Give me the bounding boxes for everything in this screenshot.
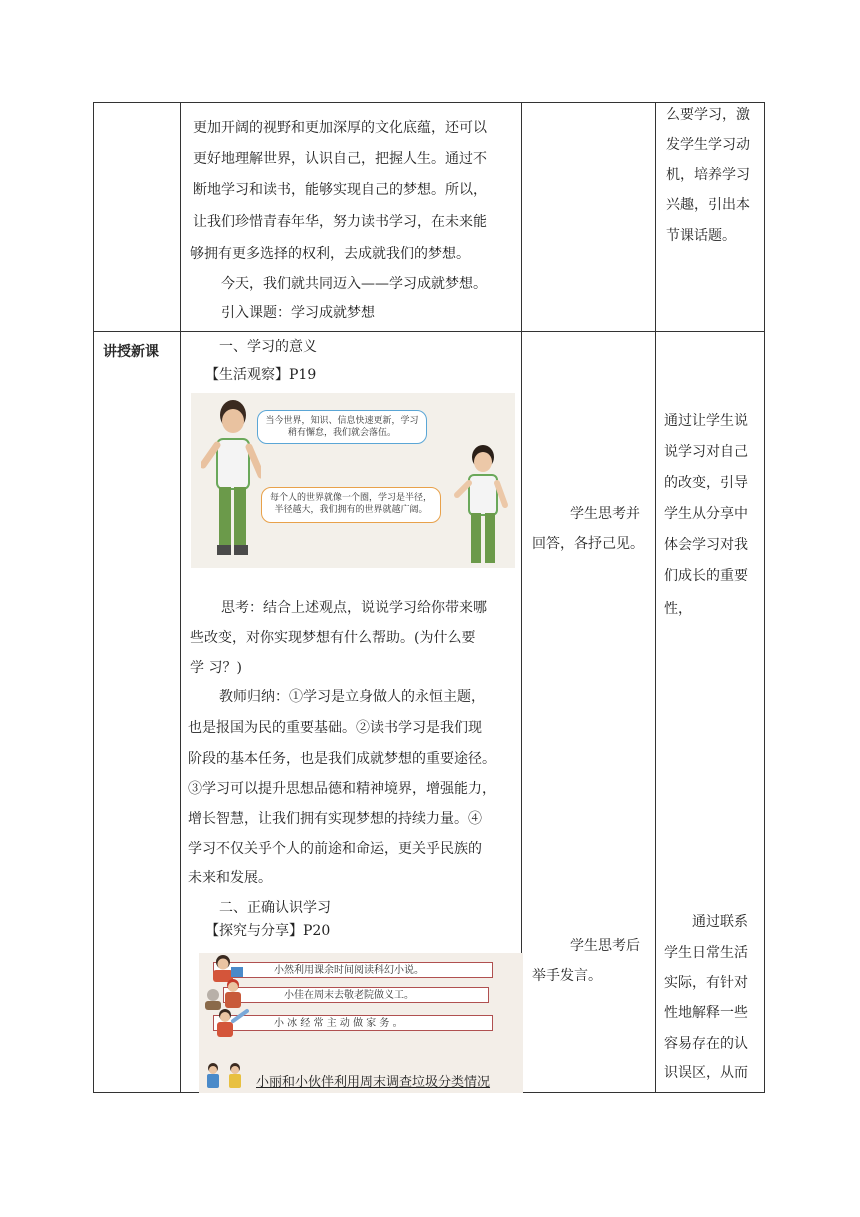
- text-line: 通过联系: [692, 914, 748, 930]
- text-line: 体会学习对我: [664, 537, 748, 553]
- text-line: 容易存在的认: [664, 1036, 748, 1052]
- share-item-last: 小丽和小伙伴利用周末调查垃圾分类情况: [256, 1075, 491, 1090]
- text-line: 增长智慧，让我们拥有实现梦想的持续力量。④: [188, 811, 482, 827]
- share-item: 小佳在周末去敬老院做义工。: [223, 987, 489, 1003]
- text-line: 学生思考后: [570, 938, 640, 954]
- life-observation-illustration: [191, 393, 515, 568]
- share-item: 小然利用课余时间阅读科幻小说。: [213, 962, 493, 978]
- stage-label: 讲授新课: [103, 344, 159, 360]
- text-line: 今天，我们就共同迈入——学习成就梦想。: [221, 276, 487, 292]
- text-line: 断地学习和读书，能够实现自己的梦想。所以，: [193, 182, 487, 198]
- text-line: 思考：结合上述观点，说说学习给你带来哪: [221, 600, 487, 616]
- section2-title: 二、正确认识学习: [219, 900, 331, 916]
- text-line: 的改变，引导: [664, 475, 748, 491]
- text-line: 们成长的重要: [664, 568, 748, 584]
- share-item: 小 冰 经 常 主 动 做 家 务 。: [213, 1015, 493, 1031]
- col-divider-3: [655, 102, 656, 1093]
- text-line: 学生日常生活: [664, 945, 748, 961]
- col-divider-1: [180, 102, 181, 1093]
- text-line: 也是报国为民的重要基础。②读书学习是我们现: [188, 720, 482, 736]
- text-line: 够拥有更多选择的权利，去成就我们的梦想。: [190, 246, 470, 262]
- survey-children-icon: [201, 1061, 251, 1093]
- text-line: 说学习对自己: [664, 444, 748, 460]
- text-line: 举手发言。: [532, 968, 602, 984]
- text-line: 学习不仅关乎个人的前途和命运，更关乎民族的: [188, 841, 482, 857]
- text-line: 实际，有针对: [664, 975, 748, 991]
- text-line: 性地解释一些: [664, 1005, 748, 1021]
- text-line: 学生从分享中: [664, 506, 748, 522]
- speech-bubble-boy: 当今世界，知识、信息快速更新，学习稍有懈怠，我们就会落伍。: [257, 410, 427, 444]
- speech-bubble-girl: 每个人的世界就像一个圈，学习是半径，半径越大，我们拥有的世界就越广阔。: [261, 487, 441, 523]
- text-line: 学生思考并: [570, 506, 640, 522]
- text-line: 通过让学生说: [664, 413, 748, 429]
- text-line: 发学生学习动: [666, 137, 750, 153]
- housework-child-icon: [203, 1007, 249, 1039]
- text-line: 学 习？): [190, 660, 242, 676]
- text-line: 更好地理解世界，认识自己，把握人生。通过不: [193, 151, 487, 167]
- volunteer-child-icon: [201, 977, 251, 1011]
- text-line: 兴趣，引出本: [666, 197, 750, 213]
- text-line: 节课话题。: [666, 228, 736, 244]
- text-line: 性，: [664, 601, 692, 617]
- text-line: ③学习可以提升思想品德和精神境界，增强能力，: [188, 781, 496, 797]
- section1-title: 一、学习的意义: [219, 339, 317, 355]
- explore-share-illustration: [199, 953, 523, 1093]
- text-line: 回答，各抒己见。: [532, 536, 644, 552]
- section1-subtitle: 【生活观察】P19: [205, 367, 317, 383]
- text-line: 教师归纳：①学习是立身做人的永恒主题，: [219, 689, 485, 705]
- text-line: 阶段的基本任务，也是我们成就梦想的重要途径。: [188, 751, 496, 767]
- boy-figure-icon: [201, 395, 261, 567]
- row-divider: [93, 331, 765, 332]
- text-line: 让我们珍惜青春年华，努力读书学习，在未来能: [193, 214, 487, 230]
- section2-subtitle: 【探究与分享】P20: [205, 923, 331, 939]
- text-line: 机，培养学习: [666, 167, 750, 183]
- text-line: 未来和发展。: [188, 870, 272, 886]
- text-line: 么要学习，激: [666, 107, 750, 123]
- girl-figure-icon: [453, 443, 509, 568]
- text-line: 引入课题：学习成就梦想: [221, 305, 375, 321]
- text-line: 更加开阔的视野和更加深厚的文化底蕴，还可以: [193, 120, 487, 136]
- text-line: 些改变，对你实现梦想有什么帮助。(为什么要: [190, 630, 476, 646]
- text-line: 识误区，从而: [664, 1065, 748, 1081]
- col-divider-2: [521, 102, 522, 1093]
